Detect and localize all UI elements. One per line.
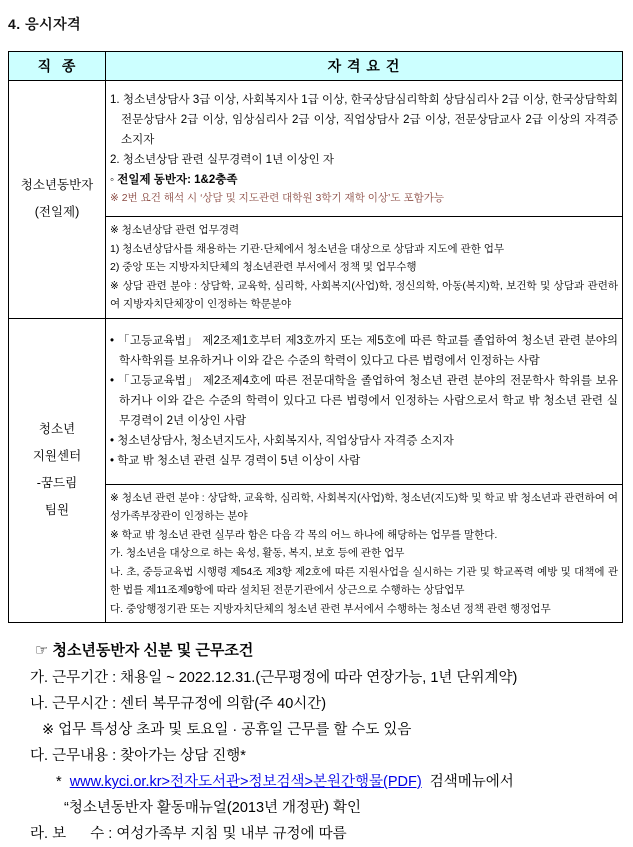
qualification-item: • 「고등교육법」 제2조제4호에 따른 전문대학을 졸업하여 청소년 관련 분야의 전문학사 학위를 보유하거나 이와 같은 수준의 학력이 있다고 다른 법령에서 인정하는 사람으로서 학교 밖 청소년 관련 실무경력이 2년 이상인 사람 [110, 375, 618, 427]
qualification-table [8, 51, 623, 623]
note-line: 2) 중앙 또는 지방자치단체의 청소년관련 부서에서 정책 및 업무수행 [110, 261, 417, 273]
note-line: 가. 청소년을 대상으로 하는 육성, 활동, 복지, 보호 등에 관한 업무 [110, 547, 405, 559]
job-name-line: (전일제) [34, 205, 80, 220]
note-line: 나. 초, 중등교육법 시행령 제54조 제3항 제2호에 따른 지원사업을 실시하는 기관 및 학교폭력 예방 및 대책에 관한 법를 제11조제9항에 따라 설치된 전문기관에서 상근으로 수행하는 상담업무 [110, 565, 618, 596]
qualification-item: 2. 청소년상담 관련 실무경력이 1년 이상인 자 [110, 154, 335, 166]
qualification-item: • 학교 밖 청소년 관련 실무 경력이 5년 이상이 사람 [110, 455, 361, 467]
footnote-asterisk: * [56, 774, 70, 790]
header-job-type: 직 종 [9, 52, 106, 81]
work-experience-note-cell [106, 217, 623, 319]
job-name-line: -꿈드림 [36, 476, 78, 491]
table-row [9, 81, 623, 217]
fulltime-condition-note: ◦ 전일제 동반자: 1&2충족 [110, 174, 238, 186]
condition-item-work-content: 다. 근무내용 : 찾아가는 상담 진행* [30, 748, 246, 764]
note-line: 1) 청소년상담사를 채용하는 기관·단체에서 청소년을 대상으로 상담과 지도에 관한 업무 [110, 242, 505, 255]
overtime-note: ※ 업무 특성상 초과 및 토요일 · 공휴일 근무를 할 수도 있음 [42, 722, 412, 738]
qualification-item: • 「고등교육법」 제2조제1호부터 제3호까지 또는 제5호에 따른 학교를 졸업하여 청소년 관련 분야의 학사학위를 보유하거나 이와 같은 수준의 학력이 있다고 다른 법령에서 인정하는 사람 [110, 335, 618, 367]
requirements-cell-dream-center [106, 318, 623, 484]
condition-item-work-period: 가. 근무기간 : 채용일 ~ 2022.12.31.(근무평정에 따라 연장가능, 1년 단위계약) [30, 670, 518, 686]
work-conditions-section [8, 639, 625, 847]
work-conditions-heading-text: 청소년동반자 신분 및 근무조건 [52, 642, 254, 659]
job-name-line: 팀원 [44, 503, 70, 518]
job-cell-dream-center [9, 318, 106, 623]
requirements-cell-companion [106, 81, 623, 217]
manual-search-line [30, 769, 625, 795]
kyci-website-link[interactable]: www.kyci.or.kr>전자도서관>정보검색>본원간행물(PDF) [69, 774, 422, 790]
note-line: ※ 학교 밖 청소년 관련 실무라 함은 다음 각 목의 어느 하나에 해당하는 업무를 말한다. [110, 528, 498, 541]
job-name-line: 지원센터 [32, 449, 82, 464]
page-title: 4. 응시자격 [8, 16, 82, 32]
note-line: ※ 청소년상담 관련 업무경력 [110, 224, 240, 236]
header-requirements: 자 격 요 건 [106, 52, 623, 81]
pointing-hand-icon: ☞ [35, 642, 49, 659]
work-conditions-heading [35, 639, 625, 663]
table-row [9, 318, 623, 484]
note-line: 다. 중앙행정기관 또는 지방자치단체의 청소년 관련 부서에서 수행하는 청소년 정책 관련 행정업무 [110, 602, 551, 615]
job-name-line: 청소년 [38, 422, 76, 437]
manual-title-line: “청소년동반자 활동매뉴얼(2013년 개정판) 확인 [64, 800, 361, 816]
condition-item-work-hours: 나. 근무시간 : 센터 복무규정에 의함(주 40시간) [30, 696, 327, 712]
note-line: ※ 상담 관련 분야 : 상담학, 교육학, 심리학, 사회복지(사업)학, 정신의학, 아동(복지)학, 보건학 및 상담과 관련하여 지방자치단체장이 인정하는 학문분야 [110, 279, 618, 310]
job-name-line: 청소년동반자 [20, 178, 94, 193]
job-cell-companion [9, 81, 106, 319]
qualification-item: 1. 청소년상담사 3급 이상, 사회복지사 1급 이상, 한국상담심리학회 상담심리사 2급 이상, 한국상담학회 전문상담사 2급 이상, 임상심리사 2급 이상, 직업상담사 2급 이상, 전문상담교사 2급 이상의 자격증 소지자 [110, 94, 618, 146]
field-definition-note-cell [106, 484, 623, 623]
qualification-item: • 청소년상담사, 청소년지도사, 사회복지사, 직업상담사 자격증 소지자 [110, 435, 454, 447]
note-line: ※ 청소년 관련 분야 : 상담학, 교육학, 심리학, 사회복지(사업)학, 청소년(지도)학 및 학교 밖 청소년과 관련하여 여성가족부장관이 인정하는 분야 [110, 491, 618, 522]
condition-item-pay: 라. 보 수 : 여성가족부 지침 및 내부 규정에 따름 [30, 826, 347, 842]
link-trailing-text: 검색메뉴에서 [421, 774, 514, 790]
interpretation-note: ※ 2번 요건 해석 시 ‘상담 및 지도관련 대학원 3학기 재학 이상’도 포함가능 [110, 192, 445, 204]
table-header-row [9, 52, 623, 81]
